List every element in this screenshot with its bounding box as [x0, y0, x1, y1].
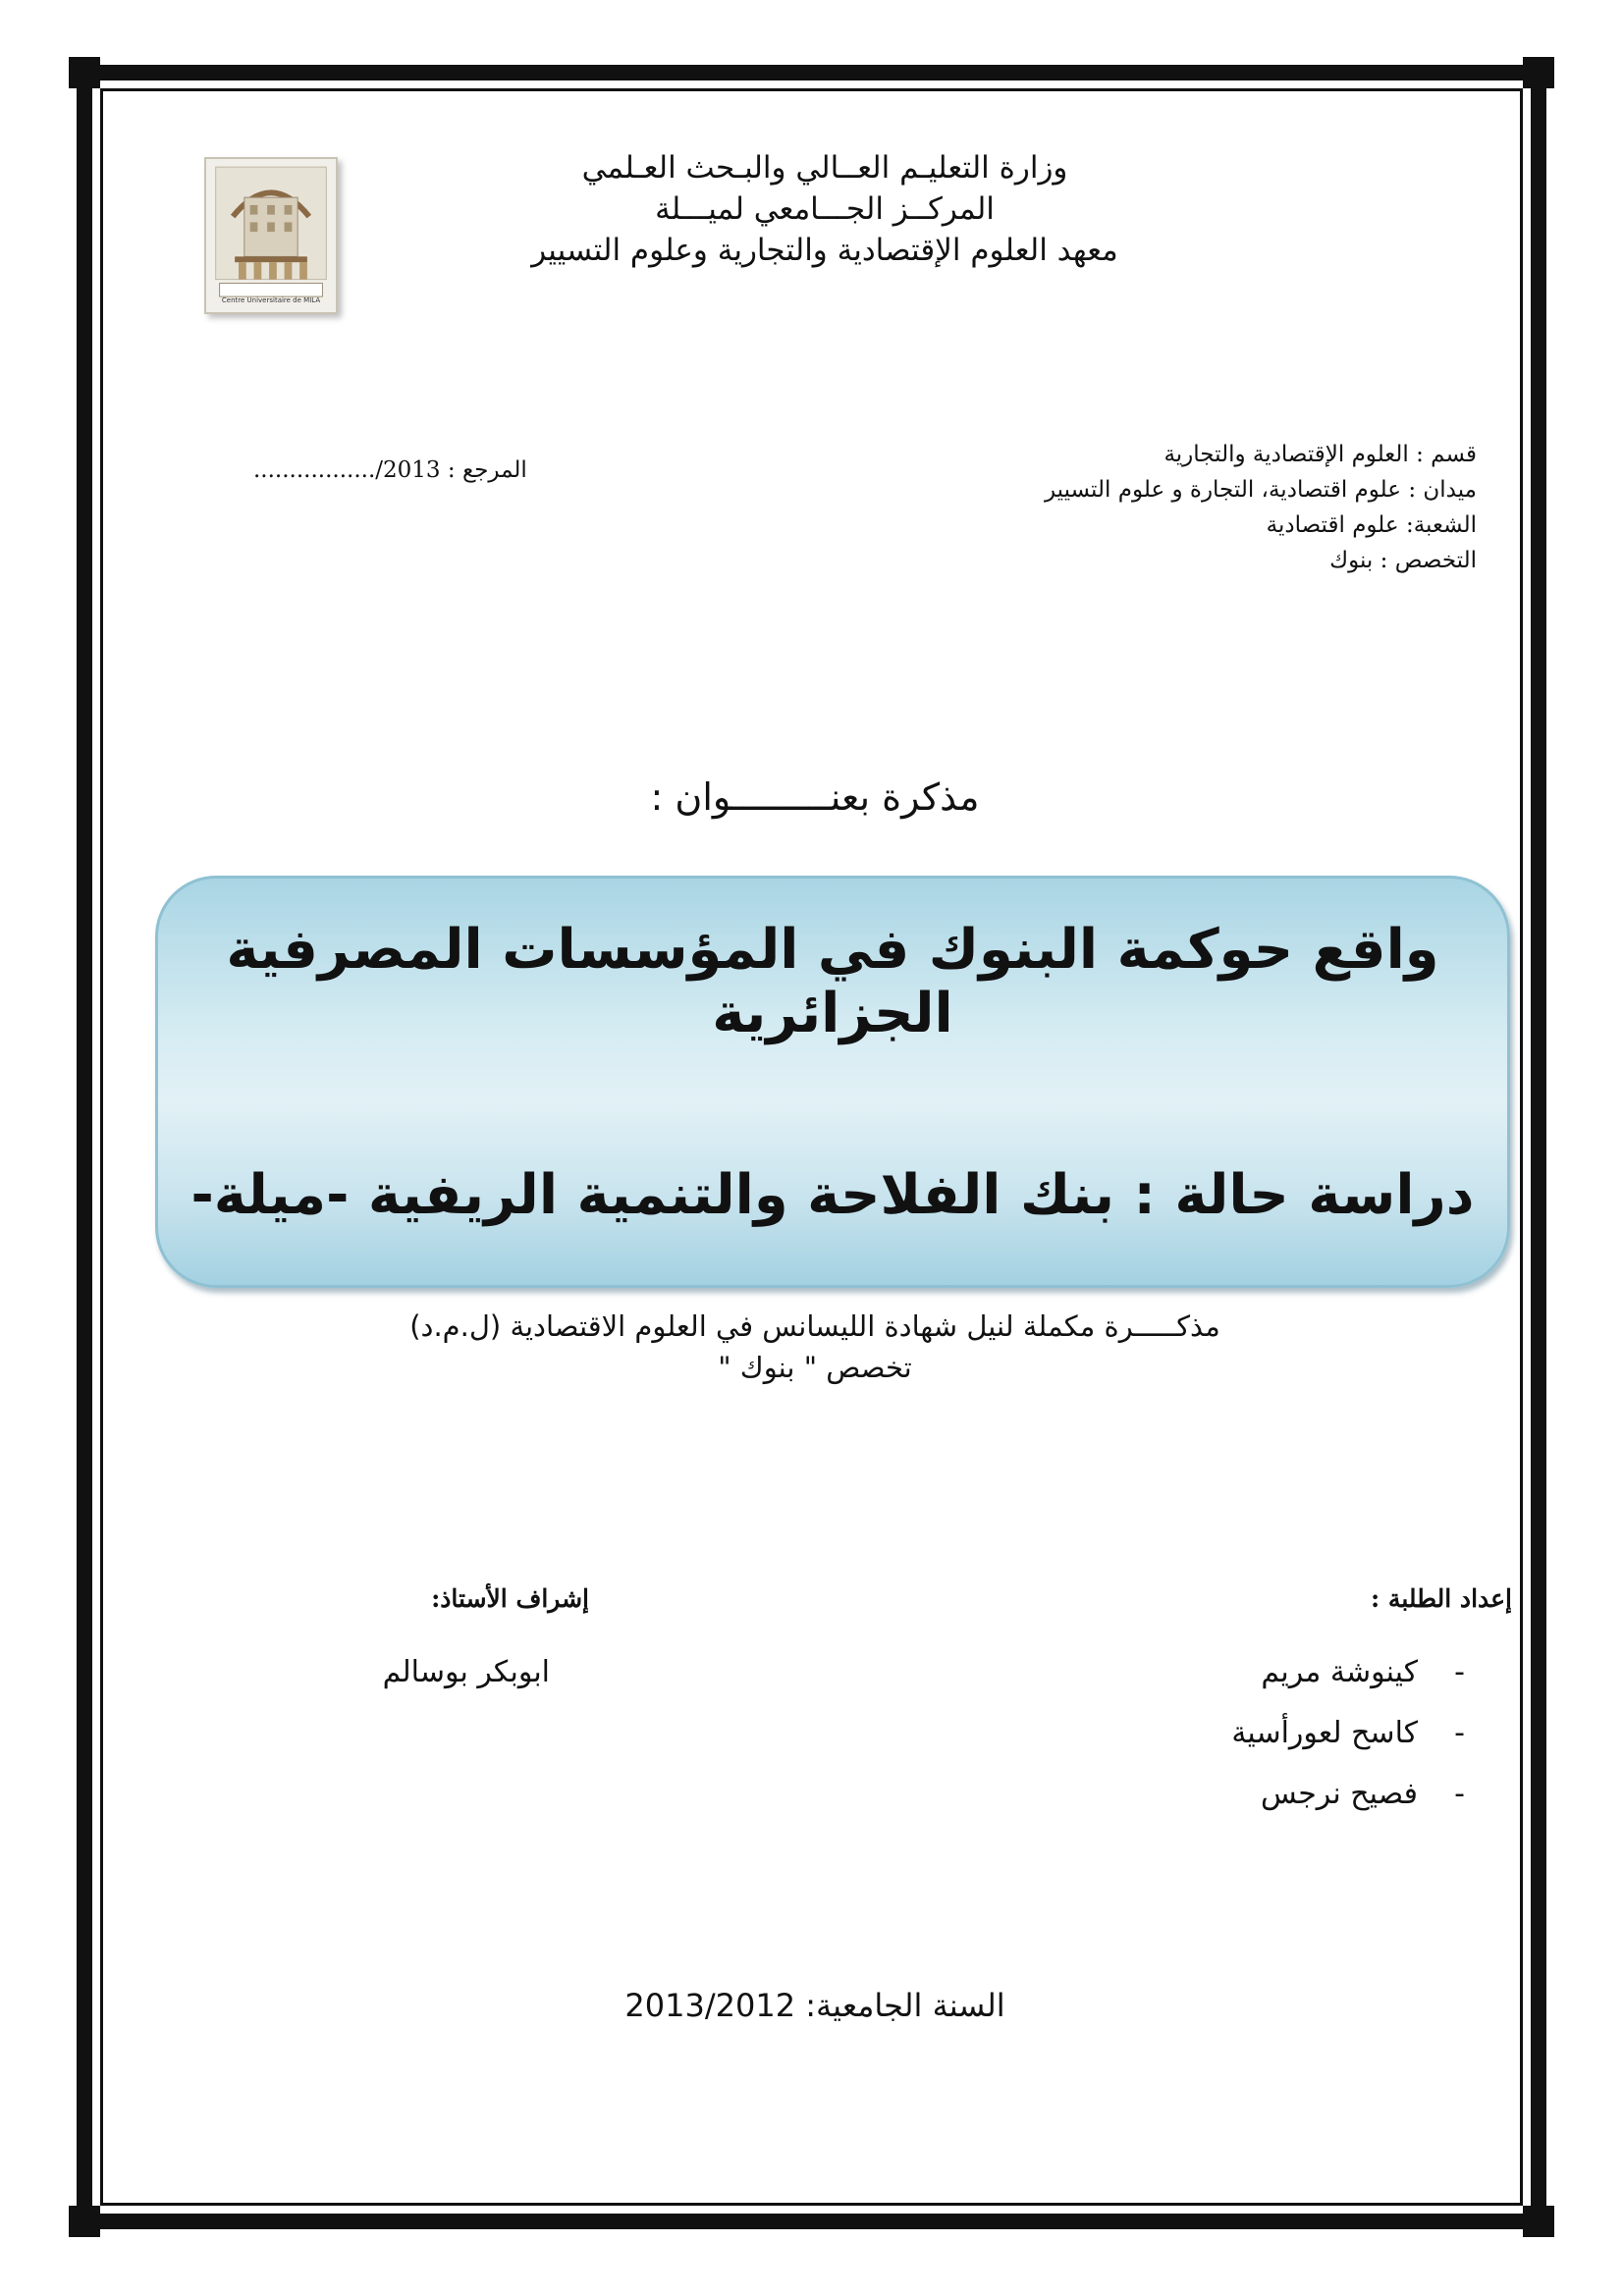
students-list	[1060, 1655, 1465, 1838]
reference-label: المرجع :	[447, 457, 527, 483]
specialty-subtitle: تخصص " بنوك "	[718, 1351, 912, 1384]
institute-name: معهد العلوم الإقتصادية والتجارية وعلوم التسيير	[531, 233, 1118, 268]
bullet-dash: -	[1454, 1716, 1465, 1750]
university-logo	[204, 157, 338, 314]
department-info	[884, 437, 1477, 578]
title-box	[155, 876, 1510, 1288]
branch-line: الشعبة: علوم اقتصادية	[1266, 512, 1477, 538]
supervisor-heading: إشراف الأستاذ:	[431, 1584, 589, 1613]
students-heading: إعداد الطلبة :	[1371, 1584, 1512, 1613]
degree-line: مذكـــــرة مكملة لنيل شهادة الليسانس في العلوم الاقتصادية (ل.م.د)	[409, 1309, 1220, 1343]
list-item	[1060, 1716, 1465, 1777]
border-corner-top-right	[1523, 57, 1554, 88]
list-item	[1060, 1777, 1465, 1838]
memo-title-label: مذكرة بعنـــــــــوان :	[650, 775, 980, 819]
ministry-name: وزارة التعليـم العــالي والبـحث العـلمي	[581, 150, 1068, 186]
degree-description	[324, 1306, 1306, 1388]
thesis-title: واقع حوكمة البنوك في المؤسسات المصرفية الجزائرية	[226, 918, 1439, 1045]
list-item	[1060, 1655, 1465, 1716]
border-corner-top-left	[69, 57, 100, 88]
reference-value: ................./2013	[253, 457, 441, 483]
student-name: كينوشة مريم	[1261, 1655, 1418, 1689]
student-name: كاسح لعورأسية	[1231, 1716, 1418, 1750]
specialty-line: التخصص : بنوك	[1329, 548, 1477, 573]
university-building-icon	[206, 159, 336, 312]
case-study-title: دراسة حالة : بنك الفلاحة والتنمية الريفية -ميلة-	[190, 1163, 1475, 1227]
reference-line	[253, 457, 587, 483]
bullet-dash: -	[1454, 1655, 1465, 1689]
bullet-dash: -	[1454, 1777, 1465, 1811]
student-name: فصيح نرجس	[1260, 1777, 1418, 1811]
supervisor-name: ابوبكر بوسالم	[382, 1655, 550, 1689]
institution-header	[471, 147, 1178, 271]
academic-year: السنة الجامعية: 2013/2012	[624, 1987, 1005, 2024]
field-line: ميدان : علوم اقتصادية، التجارة و علوم التسيير	[1044, 477, 1477, 503]
border-corner-bottom-left	[69, 2206, 100, 2237]
border-corner-bottom-right	[1523, 2206, 1554, 2237]
logo-caption: Centre Universitaire de MILA	[221, 296, 321, 304]
department-line: قسم : العلوم الإقتصادية والتجارية	[1163, 442, 1477, 467]
university-center-name: المركــز الجـــامعي لميـــلة	[655, 191, 995, 227]
